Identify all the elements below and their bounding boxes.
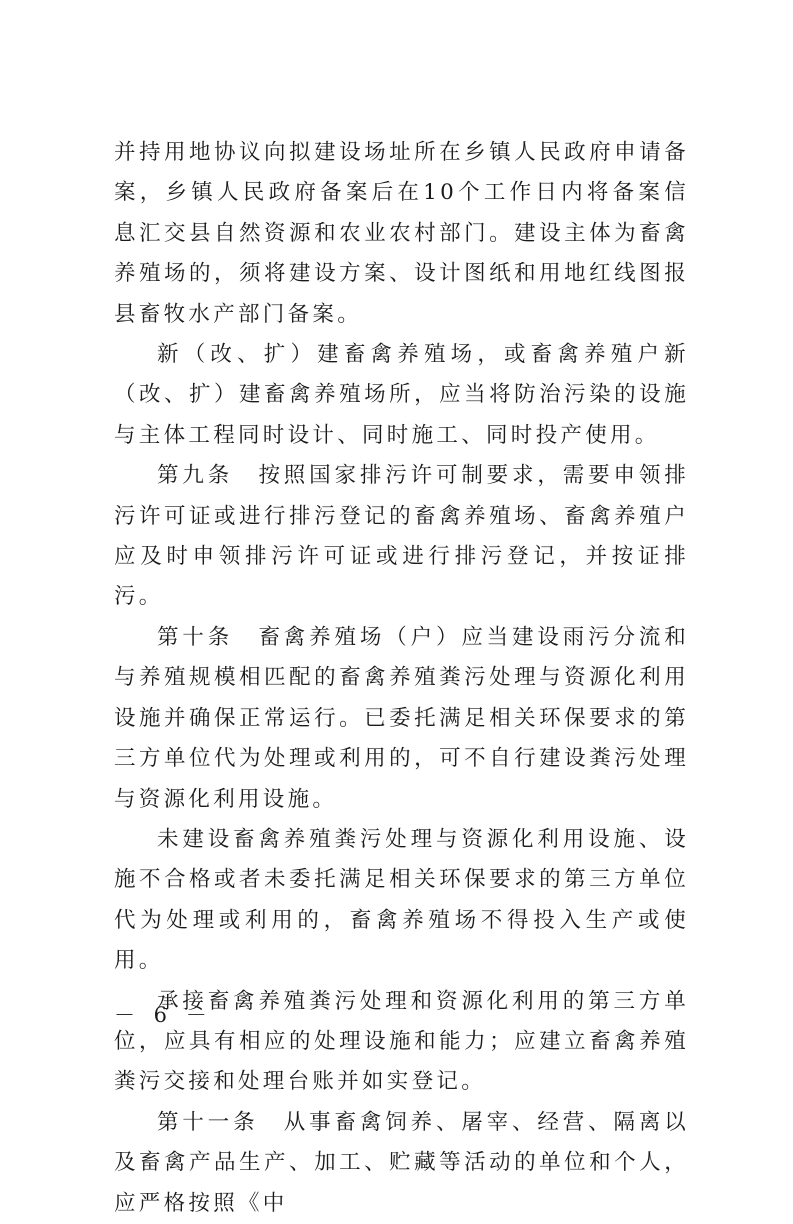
paragraph: 未建设畜禽养殖粪污处理与资源化利用设施、设施不合格或者未委托满足相关环保要求的第三方单位代为处理或利用的，畜禽养殖场不得投入生产或使用。 <box>114 826 689 974</box>
article-9: 第九条 按照国家排污许可制要求，需要申领排污许可证或进行排污登记的畜禽养殖场、畜禽养殖户应及时申领排污许可证或进行排污登记，并按证排污。 <box>114 463 689 610</box>
page-number: － 6 － <box>114 1003 213 1027</box>
paragraph: 新（改、扩）建畜禽养殖场，或畜禽养殖户新（改、扩）建畜禽养殖场所，应当将防治污染的设施与主体工程同时设计、同时施工、同时投产使用。 <box>114 342 689 448</box>
article-11: 第十一条 从事畜禽饲养、屠宰、经营、隔离以及畜禽产品生产、加工、贮藏等活动的单位和个人，应严格按照《中 <box>114 1109 689 1216</box>
document-body <box>114 133 689 1224</box>
paragraph-continued: 并持用地协议向拟建设场址所在乡镇人民政府申请备案，乡镇人民政府备案后在10个工作日内将备案信息汇交县自然资源和农业农村部门。建设主体为畜禽养殖场的，须将建设方案、设计图纸和用地红线图报县畜牧水产部门备案。 <box>114 140 689 327</box>
article-10: 第十条 畜禽养殖场（户）应当建设雨污分流和与养殖规模相匹配的畜禽养殖粪污处理与资源化利用设施并确保正常运行。已委托满足相关环保要求的第三方单位代为处理或利用的，可不自行建设粪污处理与资源化利用设施。 <box>114 624 689 812</box>
paragraph: 承接畜禽养殖粪污处理和资源化利用的第三方单位，应具有相应的处理设施和能力；应建立畜禽养殖粪污交接和处理台账并如实登记。 <box>114 988 689 1095</box>
